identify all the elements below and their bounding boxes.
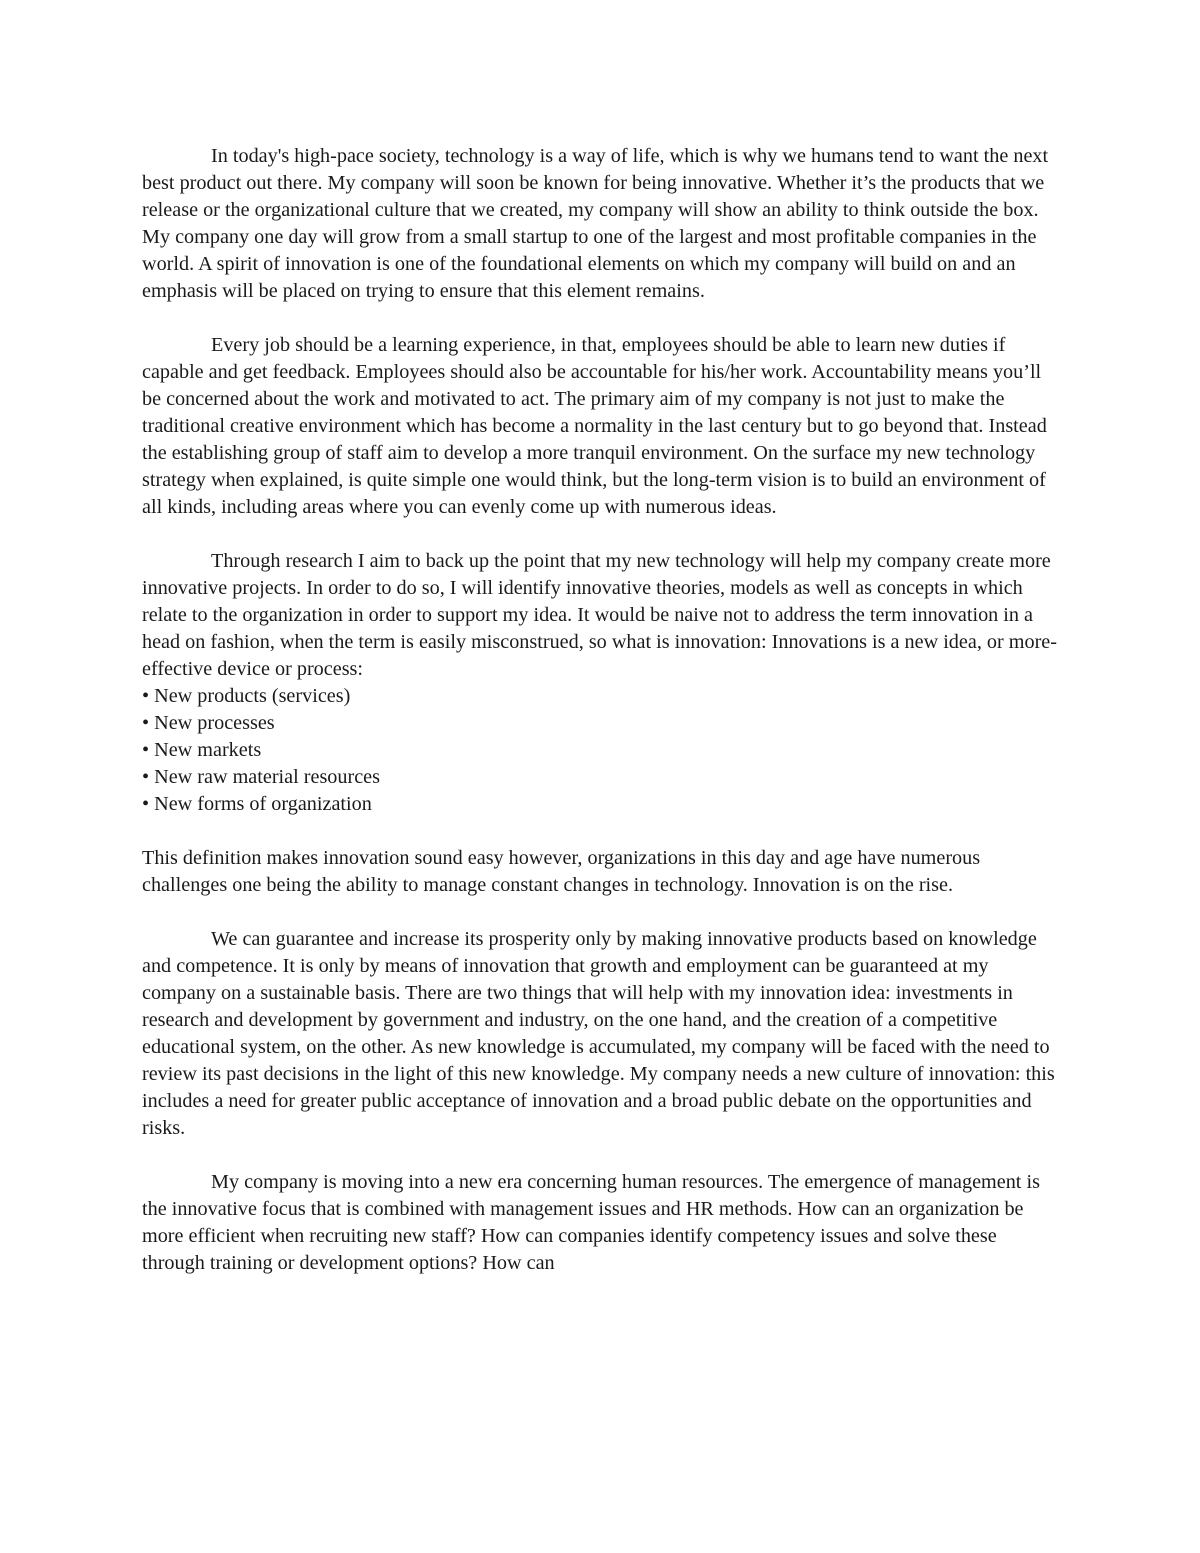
list-item: • New processes — [142, 712, 275, 734]
paragraph-1: In today's high-pace society, technology is a way of life, which is why we humans tend to want the next best product out there. My company will soon be known for being innovative. Whether it’s the products that we release or the organizational culture that we created, my company will show an ability to think outside the box. My company one day will grow from a small startup to one of the largest and most profitable companies in the world. A spirit of innovation is one of the foundational elements on which my company will build on and an emphasis will be placed on trying to ensure that this element remains. — [142, 145, 1049, 302]
document-page — [142, 143, 1064, 1304]
innovation-types-list — [142, 683, 1064, 818]
paragraph-4: We can guarantee and increase its prosperity only by making innovative products based on knowledge and competence. It is only by means of innovation that growth and employment can be guaranteed at my company on a sustainable basis. There are two things that will help with my innovation idea: investments in research and development by government and industry, on the one hand, and the creation of a competitive educational system, on the other. As new knowledge is accumulated, my company will be faced with the need to review its past decisions in the light of this new knowledge. My company needs a new culture of innovation: this includes a need for greater public acceptance of innovation and a broad public debate on the opportunities and risks. — [142, 928, 1055, 1139]
paragraph-5: My company is moving into a new era concerning human resources. The emergence of management is the innovative focus that is combined with management issues and HR methods. How can an organization be more efficient when recruiting new staff? How can companies identify competency issues and solve these through training or development options? How can — [142, 1171, 1040, 1274]
list-item: • New markets — [142, 739, 262, 761]
list-item: • New raw material resources — [142, 766, 380, 788]
paragraph-2: Every job should be a learning experience, in that, employees should be able to learn new duties if capable and get feedback. Employees should also be accountable for his/her work. Accountability means you’ll be concerned about the work and motivated to act. The primary aim of my company is not just to make the traditional creative environment which has become a normality in the last century but to go beyond that. Instead the establishing group of staff aim to develop a more tranquil environment. On the surface my new technology strategy when explained, is quite simple one would think, but the long-term vision is to build an environment of all kinds, including areas where you can evenly come up with numerous ideas. — [142, 334, 1047, 518]
paragraph-3-block — [142, 548, 1064, 818]
list-item: • New products (services) — [142, 685, 351, 707]
list-item: • New forms of organization — [142, 793, 372, 815]
paragraph-3: Through research I aim to back up the point that my new technology will help my company create more innovative projects. In order to do so, I will identify innovative theories, models as well as concepts in which relate to the organization in order to support my idea. It would be naive not to address the term innovation in a head on fashion, when the term is easily misconstrued, so what is innovation: Innovations is a new idea, or more-effective device or process: — [142, 550, 1057, 680]
definition-paragraph: This definition makes innovation sound easy however, organizations in this day and age have numerous challenges one being the ability to manage constant changes in technology. Innovation is on the rise. — [142, 847, 981, 896]
